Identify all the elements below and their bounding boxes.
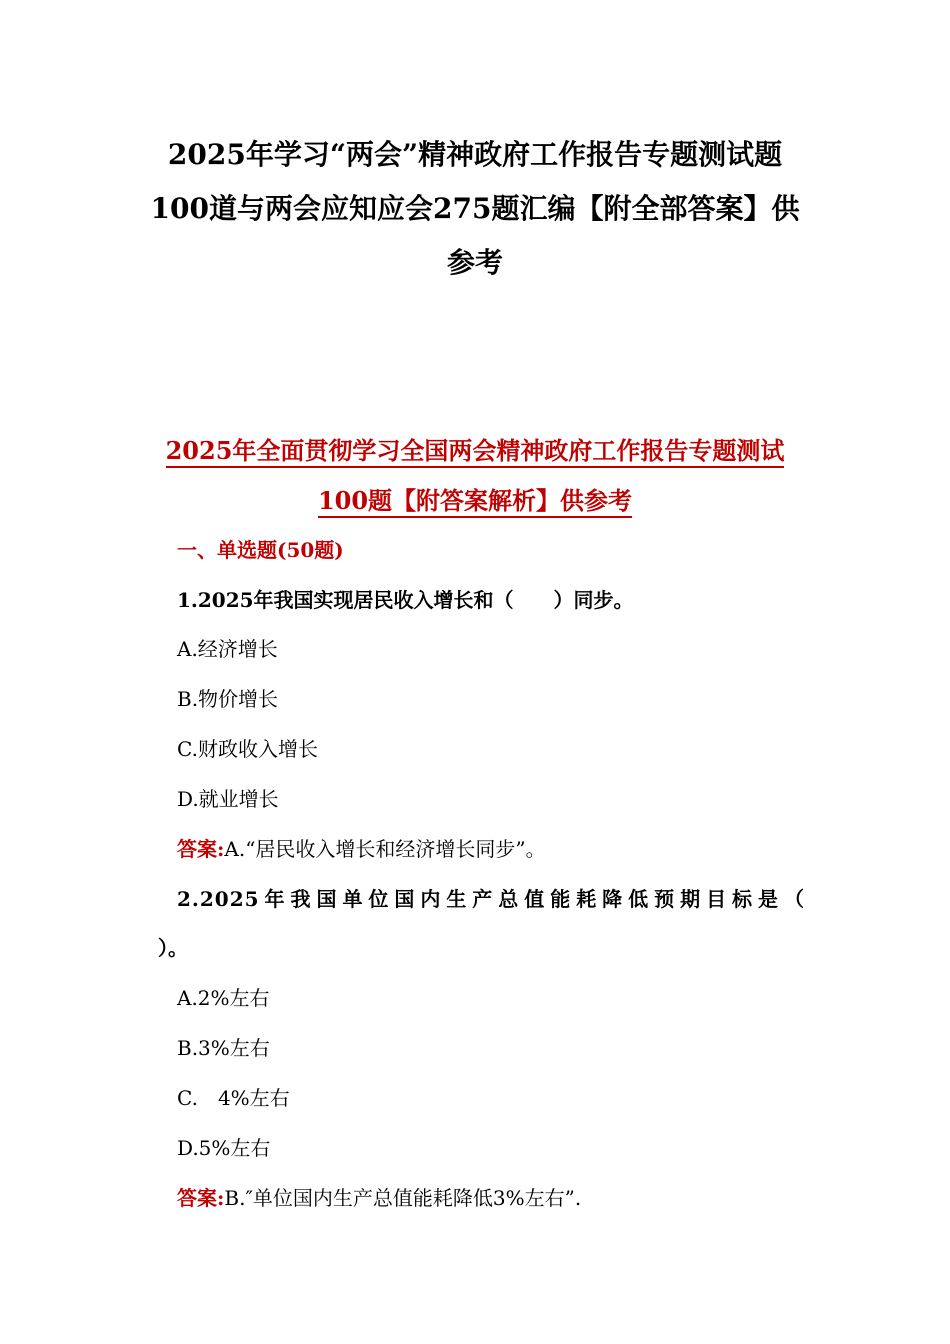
question-2-stem-continuation: ）。 xyxy=(158,936,188,960)
question-1-answer-text: A.“居民收入增长和经济增长同步”。 xyxy=(224,837,546,861)
sub-title-line-1: 2025年全面贯彻学习全国两会精神政府工作报告专题测试 xyxy=(166,436,785,468)
question-2-option-a: A.2%左右 xyxy=(177,986,270,1010)
question-1-answer-label: 答案: xyxy=(177,837,225,861)
question-1-option-d: D.就业增长 xyxy=(177,787,279,811)
main-title-line-2: 100道与两会应知应会275题汇编【附全部答案】供 xyxy=(150,192,800,225)
question-2-answer-label: 答案: xyxy=(177,1186,225,1210)
question-1-option-b: B.物价增长 xyxy=(177,687,279,711)
sub-title-line-2: 100题【附答案解析】供参考 xyxy=(318,486,632,518)
question-1-stem: 1.2025年我国实现居民收入增长和（ ）同步。 xyxy=(177,588,634,612)
document-main-title xyxy=(120,128,830,290)
question-2-option-b: B.3%左右 xyxy=(177,1036,270,1060)
question-2-option-d: D.5%左右 xyxy=(177,1136,271,1160)
question-1-option-a: A.经济增长 xyxy=(177,637,278,661)
question-2-stem: 2.2025年我国单位国内生产总值能耗降低预期目标是（ xyxy=(177,887,805,911)
question-2-answer xyxy=(177,1184,581,1212)
section-heading: 一、单选题(50题) xyxy=(177,538,344,562)
main-title-line-1: 2025年学习“两会”精神政府工作报告专题测试题 xyxy=(167,138,783,171)
question-2-option-c: C. 4%左右 xyxy=(177,1086,290,1110)
main-title-line-3: 参考 xyxy=(446,246,503,279)
document-sub-title xyxy=(120,426,830,526)
question-1-option-c: C.财政收入增长 xyxy=(177,737,318,761)
question-1-answer xyxy=(177,835,546,863)
question-2-answer-text: B.″单位国内生产总值能耗降低3%左右”. xyxy=(224,1186,582,1210)
